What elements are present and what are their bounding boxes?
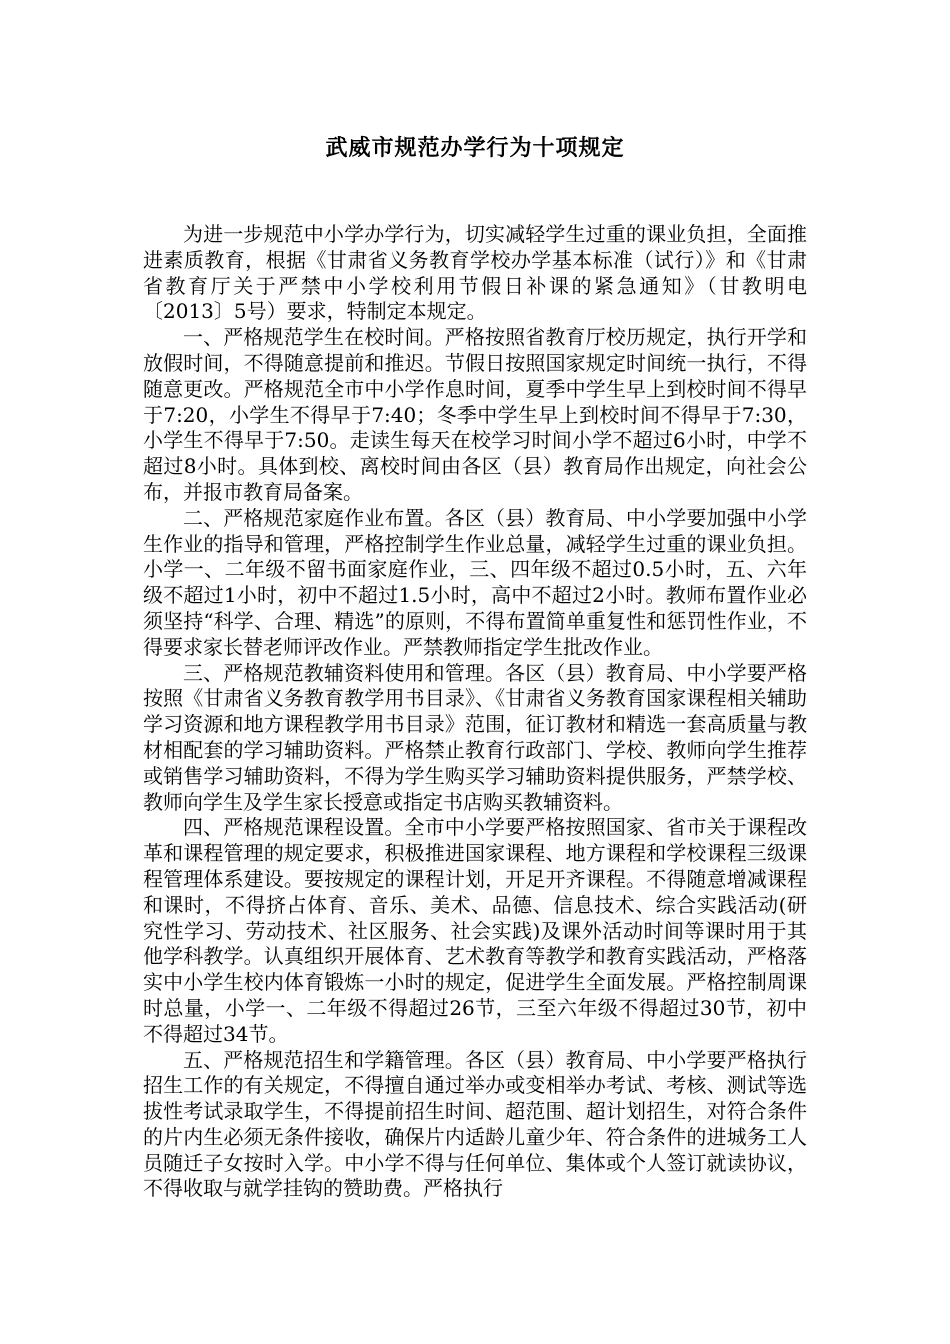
paragraph-rule-4: 四、严格规范课程设置。全市中小学要严格按照国家、省市关于课程改革和课程管理的规定要求，积极推进国家课程、地方课程和学校课程三级课程管理体系建设。要按规定的课程计划，开足开齐课程。不得随意增减课程和课时，不得挤占体育、音乐、美术、品德、信息技术、综合实践活动(研究性学习、劳动技术、社区服务、社会实践)及课外活动时间等课时用于其他学科教学。认真组织开展体育、艺术教育等教学和教育实践活动，严格落实中小学生校内体育锻炼一小时的规定，促进学生全面发展。严格控制周课时总量，小学一、二年级不得超过26节，三至六年级不得超过30节，初中不得超过34节。 (143, 815, 807, 1046)
document-title: 武威市规范办学行为十项规定 (325, 135, 625, 161)
paragraph-rule-3: 三、严格规范教辅资料使用和管理。各区（县）教育局、中小学要严格按照《甘肃省义务教育教学用书目录》、《甘肃省义务教育国家课程相关辅助学习资源和地方课程教学用书目录》范围，征订教材和精选一套高质量与教材相配套的学习辅助资料。严格禁止教育行政部门、学校、教师向学生推荐或销售学习辅助资料，不得为学生购买学习辅助资料提供服务，严禁学校、教师向学生及学生家长授意或指定书店购买教辅资料。 (143, 660, 807, 814)
paragraph-intro: 为进一步规范中小学办学行为，切实减轻学生过重的课业负担，全面推进素质教育，根据《甘肃省义务教育学校办学基本标准（试行）》和《甘肃省教育厅关于严禁中小学校利用节假日补课的紧急通知》（甘教明电〔2013〕5号）要求，特制定本规定。 (143, 222, 807, 324)
paragraph-rule-2: 二、严格规范家庭作业布置。各区（县）教育局、中小学要加强中小学生作业的指导和管理，严格控制学生作业总量，减轻学生过重的课业负担。小学一、二年级不留书面家庭作业，三、四年级不超过0.5小时，五、六年级不超过1小时，初中不超过1.5小时，高中不超过2小时。教师布置作业必须坚持“科学、合理、精选”的原则，不得布置简单重复性和惩罚性作业，不得要求家长替老师评改作业。严禁教师指定学生批改作业。 (143, 505, 807, 659)
paragraph-rule-1: 一、严格规范学生在校时间。严格按照省教育厅校历规定，执行开学和放假时间，不得随意提前和推迟。节假日按照国家规定时间统一执行，不得随意更改。严格规范全市中小学作息时间，夏季中学生早上到校时间不得早于7:20，小学生不得早于7:40；冬季中学生早上到校时间不得早于7:30，小学生不得早于7:50。走读生每天在校学习时间小学不超过6小时，中学不超过8小时。具体到校、离校时间由各区（县）教育局作出规定，向社会公布，并报市教育局备案。 (143, 325, 807, 504)
paragraph-rule-5: 五、严格规范招生和学籍管理。各区（县）教育局、中小学要严格执行招生工作的有关规定，不得擅自通过举办或变相举办考试、考核、测试等选拔性考试录取学生，不得提前招生时间、超范围、超计划招生，对符合条件的片内生必须无条件接收，确保片内适龄儿童少年、符合条件的进城务工人员随迁子女按时入学。中小学不得与任何单位、集体或个人签订就读协议，不得收取与就学挂钩的赞助费。严格执行 (143, 1047, 807, 1201)
document-body (143, 222, 807, 1202)
